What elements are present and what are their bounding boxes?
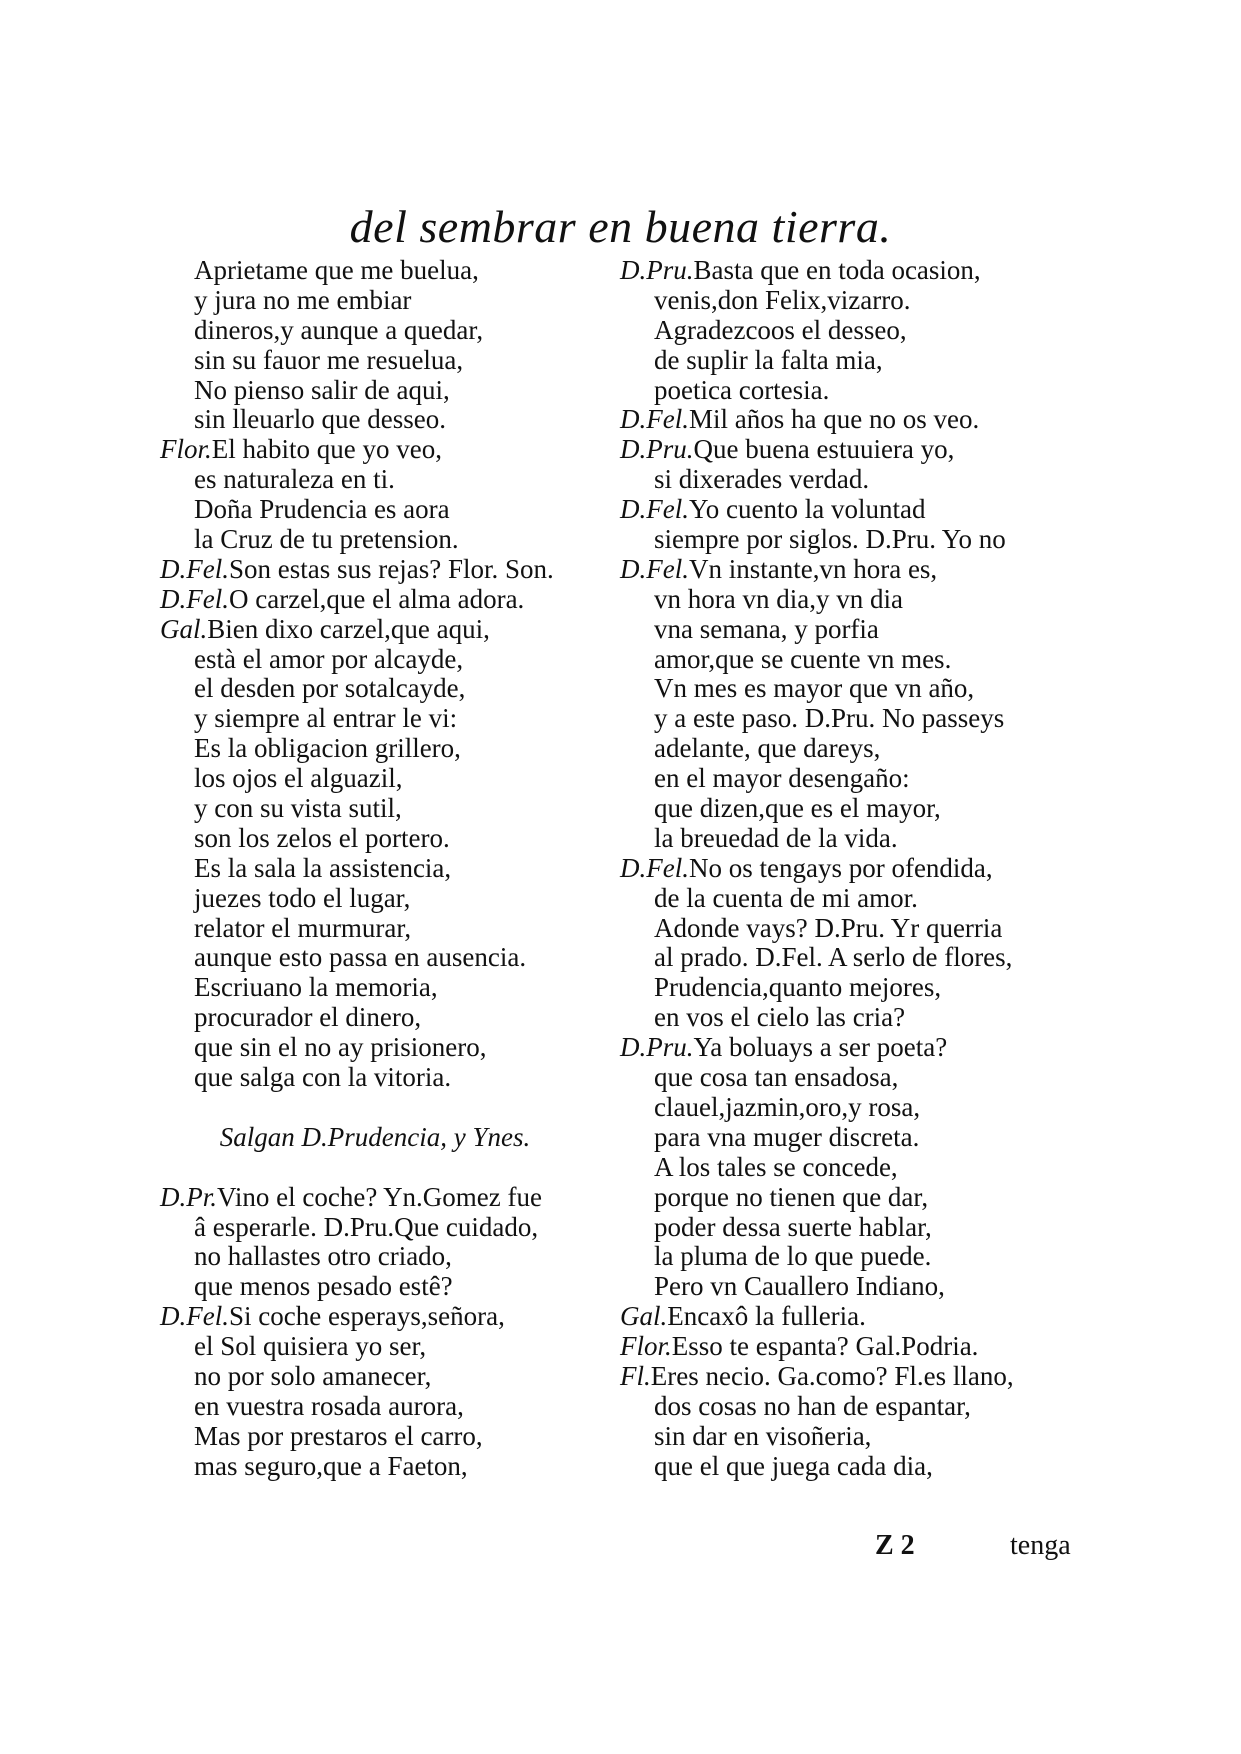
verse-line [160,1063,630,1093]
verse-line [160,1302,630,1332]
stage-direction [160,1123,630,1153]
speaker-label: D.Pr. [160,1181,218,1212]
verse-text: juezes todo el lugar, [194,882,411,913]
verse-line [160,1422,630,1452]
verse-text: y jura no me embiar [194,284,412,315]
verse-text: sin lleuarlo que desseo. [194,404,446,435]
speaker-label: Flor. [620,1331,672,1362]
speaker-label: Gal. [160,613,208,644]
speaker-label: D.Pru. [620,255,694,285]
verse-line [160,884,630,914]
verse-text: que cosa tan ensadosa, [654,1062,899,1093]
verse-text: en vuestra rosada aurora, [194,1390,464,1421]
verse-text: siempre por siglos. D.Pru. Yo no [654,524,1006,555]
verse-text: los ojos el alguazil, [194,763,403,794]
verse-text: de la cuenta de mi amor. [654,882,918,913]
verse-line [160,1003,630,1033]
verse-text: no por solo amanecer, [194,1360,432,1391]
verse-line [160,405,630,435]
verse-line [160,734,630,764]
verse-text: en vos el cielo las cria? [654,1002,906,1033]
verse-line [620,435,1090,465]
verse-line [620,465,1090,495]
verse-line [160,1033,630,1063]
verse-line [160,854,630,884]
verse-text: relator el murmurar, [194,912,412,943]
verse-line [620,256,1090,286]
verse-line [620,1063,1090,1093]
verse-text: sin dar en visoñeria, [654,1420,872,1451]
verse-text: que dizen,que es el mayor, [654,793,941,824]
verse-line [160,704,630,734]
verse-text: y a este paso. D.Pru. No passeys [654,703,1005,734]
verse-text: Aprietame que me buelua, [194,255,479,285]
speaker-label: D.Fel. [620,553,689,584]
verse-line [160,1213,630,1243]
verse-line [620,376,1090,406]
verse-text: Agradezcoos el desseo, [654,314,907,345]
verse-line [160,824,630,854]
verse-text: Doña Prudencia es aora [194,494,450,525]
verse-line [160,465,630,495]
verse-line [620,704,1090,734]
blank-line [160,1153,630,1183]
verse-line [160,1362,630,1392]
verse-line [160,973,630,1003]
verse-line [160,794,630,824]
verse-text: que menos pesado estê? [194,1271,453,1302]
verse-text: la Cruz de tu pretension. [194,524,459,555]
verse-text: Que buena estuuiera yo, [693,434,955,465]
verse-line [620,734,1090,764]
verse-line [620,525,1090,555]
verse-text: Vino el coche? Yn.Gomez fue [217,1181,543,1212]
verse-text: O carzel,que el alma adora. [228,583,525,614]
verse-line [160,1272,630,1302]
verse-line [620,824,1090,854]
verse-text: dos cosas no han de espantar, [654,1390,971,1421]
verse-text: vna semana, y porfia [654,613,879,644]
verse-text: adelante, que dareys, [654,733,881,764]
verse-line [620,645,1090,675]
verse-line [160,346,630,376]
verse-line [160,1332,630,1362]
verse-line [160,1452,630,1482]
verse-text: la breuedad de la vida. [654,822,898,853]
verse-line [620,1392,1090,1422]
verse-text: el Sol quisiera yo ser, [194,1331,427,1362]
blank-line [160,1093,630,1123]
verse-line [620,764,1090,794]
verse-line [620,1452,1090,1482]
verse-text: No os tengays por ofendida, [688,852,993,883]
verse-line [160,256,630,286]
verse-text: porque no tienen que dar, [654,1181,929,1212]
left-text-column [160,256,630,1482]
verse-line [620,794,1090,824]
speaker-label: Flor. [160,434,212,465]
verse-text: Prudencia,quanto mejores, [654,972,942,1003]
verse-line [620,1123,1090,1153]
signature-mark: Z 2 [875,1530,915,1561]
verse-line [620,1153,1090,1183]
verse-text: en el mayor desengaño: [654,763,910,794]
verse-text: El habito que yo veo, [211,434,442,465]
verse-line [160,585,630,615]
verse-line [160,376,630,406]
verse-text: la pluma de lo que puede. [654,1241,932,1272]
verse-text: Yo cuento la voluntad [688,494,926,525]
speaker-label: D.Pru. [620,434,694,465]
verse-line [160,1242,630,1272]
verse-line [160,555,630,585]
speaker-label: Fl. [620,1360,651,1391]
verse-line [620,1242,1090,1272]
verse-text: vn hora vn dia,y vn dia [654,583,903,614]
catchword: tenga [1010,1530,1071,1561]
verse-line [620,884,1090,914]
verse-line [620,1272,1090,1302]
verse-text: si dixerades verdad. [654,464,870,495]
verse-line [620,1033,1090,1063]
speaker-label: D.Pru. [620,1032,694,1063]
verse-line [160,316,630,346]
verse-line [620,854,1090,884]
verse-text: que sin el no ay prisionero, [194,1032,487,1063]
verse-text: y con su vista sutil, [194,793,402,824]
verse-text: A los tales se concede, [654,1151,898,1182]
verse-line [160,674,630,704]
verse-text: venis,don Felix,vizarro. [654,284,911,315]
stage-direction-text: Salgan D.Prudencia, y Ynes. [219,1121,531,1152]
verse-text: al prado. D.Fel. A serlo de flores, [654,942,1013,973]
verse-line [160,435,630,465]
verse-text: Bien dixo carzel,que aqui, [207,613,490,644]
verse-text: no hallastes otro criado, [194,1241,452,1272]
verse-text: es naturaleza en ti. [194,464,395,495]
verse-line [620,346,1090,376]
verse-line [620,674,1090,704]
right-text-column [620,256,1090,1482]
verse-text: para vna muger discreta. [654,1121,920,1152]
verse-line [620,286,1090,316]
verse-line [620,914,1090,944]
verse-text: Adonde vays? D.Pru. Yr querria [654,912,1003,943]
verse-text: Esso te espanta? Gal.Podria. [671,1331,979,1362]
verse-text: clauel,jazmin,oro,y rosa, [654,1091,921,1122]
verse-text: son los zelos el portero. [194,822,450,853]
verse-text: Si coche esperays,señora, [228,1301,505,1332]
verse-line [620,405,1090,435]
speaker-label: D.Fel. [620,494,689,525]
speaker-label: D.Fel. [160,583,229,614]
running-head: del sembrar en buena tierra. [349,201,892,252]
speaker-label: Gal. [620,1301,668,1332]
verse-line [160,1183,630,1213]
speaker-label: D.Fel. [620,852,689,883]
verse-line [160,943,630,973]
verse-text: Mil años ha que no os veo. [688,404,980,435]
verse-text: Vn mes es mayor que vn año, [654,673,975,704]
verse-text: Encaxô la fulleria. [667,1301,866,1332]
speaker-label: D.Fel. [160,1301,229,1332]
verse-text: Son estas sus rejas? Flor. Son. [228,553,554,584]
verse-text: amor,que se cuente vn mes. [654,643,952,674]
verse-line [620,555,1090,585]
verse-line [160,525,630,555]
speaker-label: D.Fel. [160,553,229,584]
verse-line [620,495,1090,525]
verse-line [620,1213,1090,1243]
verse-text: Vn instante,vn hora es, [688,553,938,584]
verse-text: â esperarle. D.Pru.Que cuidado, [194,1211,539,1242]
verse-line [620,615,1090,645]
verse-line [620,943,1090,973]
verse-line [160,764,630,794]
verse-line [160,1392,630,1422]
verse-line [160,495,630,525]
verse-text: poder dessa suerte hablar, [654,1211,932,1242]
verse-text: està el amor por alcayde, [194,643,464,674]
verse-text: el desden por sotalcayde, [194,673,466,704]
verse-text: dineros,y aunque a quedar, [194,314,484,345]
verse-text: poetica cortesia. [654,374,830,405]
verse-text: Escriuano la memoria, [194,972,438,1003]
verse-text: Es la obligacion grillero, [194,733,461,764]
verse-text: Basta que en toda ocasion, [693,255,981,285]
verse-line [160,286,630,316]
verse-line [620,1332,1090,1362]
verse-text: Ya boluays a ser poeta? [693,1032,948,1063]
speaker-label: D.Fel. [620,404,689,435]
verse-text: Pero vn Cauallero Indiano, [654,1271,945,1302]
verse-line [620,1003,1090,1033]
verse-text: sin su fauor me resuelua, [194,344,464,375]
verse-text: No pienso salir de aqui, [194,374,450,405]
verse-text: procurador el dinero, [194,1002,422,1033]
verse-line [620,1183,1090,1213]
verse-text: mas seguro,que a Faeton, [194,1450,468,1481]
verse-line [620,585,1090,615]
verse-text: Es la sala la assistencia, [194,852,452,883]
verse-text: aunque esto passa en ausencia. [194,942,527,973]
verse-line [160,615,630,645]
verse-line [620,316,1090,346]
verse-line [160,914,630,944]
verse-line [620,1093,1090,1123]
verse-line [160,645,630,675]
verse-text: de suplir la falta mia, [654,344,883,375]
verse-line [620,1302,1090,1332]
verse-text: que el que juega cada dia, [654,1450,933,1481]
verse-line [620,1362,1090,1392]
verse-text: Mas por prestaros el carro, [194,1420,483,1451]
verse-text: Eres necio. Ga.como? Fl.es llano, [650,1360,1014,1391]
verse-text: que salga con la vitoria. [194,1062,452,1093]
verse-line [620,1422,1090,1452]
verse-text: y siempre al entrar le vi: [194,703,458,734]
verse-line [620,973,1090,1003]
